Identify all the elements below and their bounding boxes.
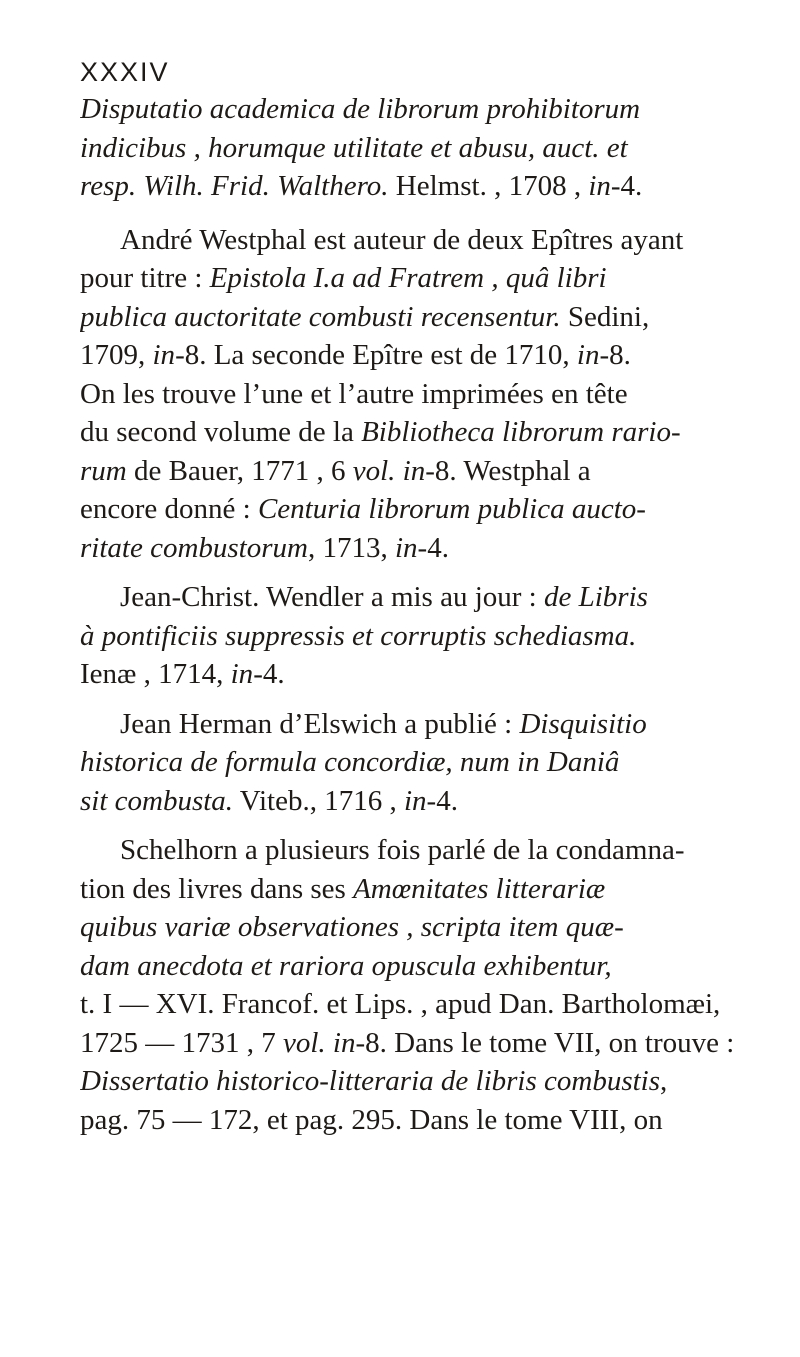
text-line: resp. Wilh. Frid. Walthero. Helmst. , 1708 , in-4. — [80, 170, 643, 202]
text-line: André Westphal est auteur de deux Epîtres ayant — [120, 223, 684, 256]
text-line: historica de formula concordiæ, num in Daniâ — [80, 746, 620, 778]
text-line: Jean-Christ. Wendler a mis au jour : de Libris — [120, 581, 648, 613]
page-number: XXXIV — [80, 57, 170, 87]
text-line: pour titre : Epistola I.a ad Fratrem , quâ libri — [80, 262, 607, 294]
page-text — [80, 90, 780, 1150]
text-line: Dissertatio historico-litteraria de libris combustis, — [80, 1065, 668, 1097]
text-line: 1725 — 1731 , 7 vol. in-8. Dans le tome VII, on trouve : — [80, 1026, 735, 1059]
text-line: ritate combustorum, 1713, in-4. — [80, 531, 449, 564]
text-line: indicibus , horumque utilitate et abusu, auct. et — [80, 131, 628, 164]
text-line: Ienæ , 1714, in-4. — [80, 658, 285, 690]
paragraph-disputatio — [80, 90, 780, 206]
paragraph-schelhorn — [80, 831, 780, 1139]
text-line: quibus variæ observationes , scripta item quæ- — [80, 911, 624, 943]
text-line: publica auctoritate combusti recensentur. Sedini, — [80, 300, 650, 333]
text-line: 1709, in-8. La seconde Epître est de 1710, in-8. — [80, 339, 631, 371]
text-line: tion des livres dans ses Amœnitates litterariæ — [80, 872, 606, 905]
paragraph-westphal — [80, 221, 780, 568]
text-line: t. I — XVI. Francof. et Lips. , apud Dan. Bartholomæi, — [80, 988, 721, 1020]
text-line: pag. 75 — 172, et pag. 295. Dans le tome VIII, on — [80, 1103, 663, 1136]
text-line: Jean Herman d’Elswich a publié : Disquisitio — [120, 707, 647, 740]
text-line: du second volume de la Bibliotheca librorum rario- — [80, 416, 681, 448]
text-line: dam anecdota et rariora opuscula exhibentur, — [80, 949, 612, 982]
text-line: à pontificiis suppressis et corruptis schediasma. — [80, 619, 637, 652]
text-line: sit combusta. Viteb., 1716 , in-4. — [80, 784, 458, 817]
paragraph-herman — [80, 705, 780, 821]
text-line: Disputatio academica de librorum prohibitorum — [80, 93, 641, 125]
text-line: rum de Bauer, 1771 , 6 vol. in-8. Westphal a — [80, 454, 591, 487]
paragraph-wendler — [80, 578, 780, 694]
text-line: encore donné : Centuria librorum publica aucto- — [80, 493, 646, 525]
text-line: Schelhorn a plusieurs fois parlé de la condamna- — [120, 834, 685, 866]
text-line: On les trouve l’une et l’autre imprimées en tête — [80, 377, 628, 410]
